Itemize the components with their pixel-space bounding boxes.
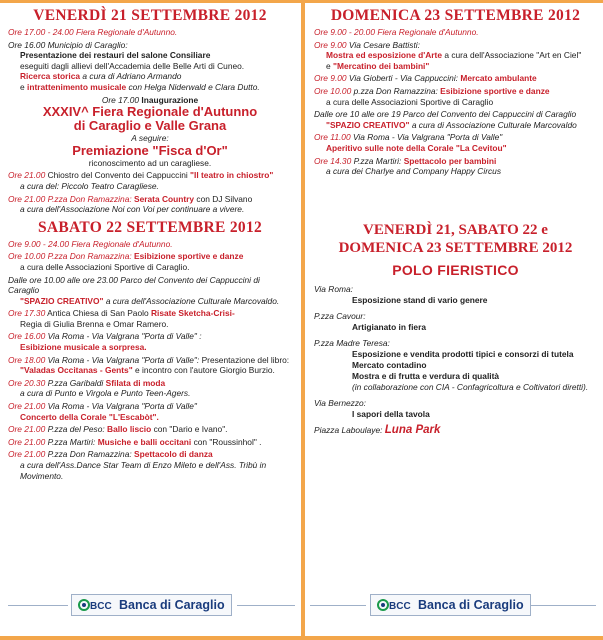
- bank-logo-left: [71, 594, 232, 616]
- domenica-title: DOMENICA 23 SETTEMBRE 2012: [330, 7, 581, 24]
- event-d5: Dalle ore 10 alle ore 19 Parco del Convento dei Cappuccini di Caraglio "SPAZIO CREATIVO" a cura di Associazione Culturale Marcovaldo: [314, 109, 577, 130]
- event-v3: Ore 17.00 Inaugurazione: [101, 94, 199, 105]
- event-s9: Ore 21.00 P.zza del Peso: Ballo liscio con "Dario e Ivano".: [8, 424, 228, 435]
- footer-rule-left: [8, 605, 68, 606]
- event-v4: Ore 21.00 Chiostro del Convento dei Cappuccini "Il teatro in chiostro" a cura del: Piccolo Teatro Caragliese.: [8, 170, 274, 191]
- event-s6: Ore 18.00 Via Roma - Via Valgrana "Porta di Valle": Presentazione del libro: "Valadas Occitanas - Gents" e incontro con l'autore Giorgio Burzio.: [8, 354, 290, 376]
- event-s5: Ore 16.00 Via Roma - Via Valgrana "Porta di Valle" : Esibizione musicale a sorpresa.: [8, 331, 202, 353]
- right-column: DOMENICA 23 SETTEMBRE 2012 Ore 9.00 - 20.00 Fiera Regionale d'Autunno. Ore 9.00 Via Cesare Battisti: Mostra ed esposizione d'Arte a cura dell'Associazione "Art en Ciel" e "Mercatino dei bambini" Ore 9.00 Via Gioberti - Via Cappuccini: Mercato ambulante Ore 10.00 p.zza Don Ramazzina: Esibizione sportive e danze a cura delle Associazioni Sportive di Caraglio Dalle ore 10 alle ore 19 Parco del Convento dei Cappuccini di Caraglio "SPAZIO CREATIVO" a cura di Associazione Culturale Marcovaldo Ore 11.00 Via Roma - Via Valgrana "Porta di Valle" Aperitivo sulle note della Corale "La Cevitou" Ore 14.30 P.zza Martiri: Spettacolo per bambini a cura dei Charlye and Company Happy Circus VENERDÌ 21, SABATO 22 e DOMENICA 23 SETTEMBRE 2012 POLO FIERISTICO Via Roma: Esposizione stand di vario genere P.zza Cavour: Artigianato in fiera P.zza Madre Teresa: Esposizione e vendita prodotti tipici e consorzi di tutela Mercato contadino Mostra e di frutta e verdura di qualità (in collaborazione con CIA - Confagricoltura e Coltivatori diretti). Via Bernezzo: I sapori della tavola Piazza Laboulaye: Luna Park: [306, 0, 603, 640]
- event-s7: Ore 20.30 P.zza Garibaldi Sfilata di moda a cura di Punto e Virgola e Punto Teen-Agers.: [8, 377, 191, 399]
- premiazione-title: Premiazione "Fisca d'Or": [72, 142, 228, 158]
- event-d2: Ore 9.00 Via Cesare Battisti: Mostra ed esposizione d'Arte a cura dell'Associazione "Art en Ciel" e "Mercatino dei bambini": [314, 39, 582, 71]
- polo-loc-via-roma: Via Roma:: [314, 283, 353, 294]
- polo-fieristico-title: POLO FIERISTICO: [392, 261, 519, 278]
- bank-name-2: Banca di Caraglio: [418, 598, 524, 612]
- svg-text:BCC: BCC: [90, 601, 112, 612]
- event-s1: Ore 9.00 - 24.00 Fiera Regionale d'Autunno.: [8, 238, 173, 249]
- polo-loc-bernezzo: Via Bernezzo:: [314, 397, 366, 408]
- event-v5: Ore 21.00 P.zza Don Ramazzina: Serata Country con DJ Silvano a cura dell'Associazione Noi con Voi per continuare a vivere.: [8, 193, 253, 215]
- column-divider: [301, 0, 305, 640]
- event-s2: Ore 10.00 P.zza Don Ramazzina: Esibizione sportive e danze a cura delle Associazioni Sportive di Caraglio.: [8, 251, 244, 272]
- svg-text:BCC: BCC: [389, 601, 411, 612]
- event-s10: Ore 21.00 P.zza Martiri: Musiche e balli occitani con "Roussinhol" .: [8, 436, 262, 447]
- footer-rule-right: [237, 605, 295, 606]
- event-d4: Ore 10.00 p.zza Don Ramazzina: Esibizione sportive e danze a cura delle Associazioni Sportive di Caraglio: [314, 85, 550, 107]
- polo-loc-laboulaye: Piazza Laboulaye: Luna Park: [314, 423, 441, 436]
- event-s8: Ore 21.00 Via Roma - Via Valgrana "Porta di Valle" Concerto della Corale "L'Escabòt".: [8, 401, 197, 422]
- polo-loc-madre-teresa: P.zza Madre Teresa:: [314, 337, 390, 348]
- bcc-logo-icon-2: [377, 598, 413, 612]
- event-s3: Dalle ore 10.00 alle ore 23.00 Parco del Convento dei Cappuccini di Caraglio "SPAZIO CREATIVO" a cura dell'Associazione Culturale Marcovaldo.: [8, 274, 280, 306]
- venerdi-title: VENERDÌ 21 SETTEMBRE 2012: [33, 7, 267, 24]
- bank-logo-right: [370, 594, 531, 616]
- bank-name: Banca di Caraglio: [119, 598, 225, 612]
- bcc-logo-icon: [78, 598, 114, 612]
- event-d1: Ore 9.00 - 20.00 Fiera Regionale d'Autunno.: [314, 27, 479, 37]
- left-column: VENERDÌ 21 SETTEMBRE 2012 Ore 17.00 - 24.00 Fiera Regionale d'Autunno. Ore 16.00 Municipio di Caraglio: Presentazione dei restauri del salone Consiliare eseguiti dagli allievi dell'Accademia delle Belle Arti di Cuneo. Ricerca storica a cura di Adriano Armando e intrattenimento musicale con Helga Niderwald e Clara Dutto. Ore 17.00 Inaugurazione XXXIV^ Fiera Regionale d'Autunno di Caraglio e Valle Grana A seguire: Premiazione "Fisca d'Or" riconoscimento ad un caragliese. Ore 21.00 Chiostro del Convento dei Cappuccini "Il teatro in chiostro" a cura del: Piccolo Teatro Caragliese. Ore 21.00 P.zza Don Ramazzina: Serata Country con DJ Silvano a cura dell'Associazione Noi con Voi per continuare a vivere. SABATO 22 SETTEMBRE 2012 Ore 9.00 - 24.00 Fiera Regionale d'Autunno. Ore 10.00 P.zza Don Ramazzina: Esibizione sportive e danze a cura delle Associazioni Sportive di Caraglio. Dalle ore 10.00 alle ore 23.00 Parco del Convento dei Cappuccini di Caraglio "SPAZIO CREATIVO" a cura dell'Associazione Culturale Marcovaldo. Ore 17.30 Antica Chiesa di San Paolo Risate Sketcha-Crisi- Regia di Giulia Brenna e Omar Ramero. Ore 16.00 Via Roma - Via Valgrana "Porta di Valle" : Esibizione musicale a sorpresa. Ore 18.00 Via Roma - Via Valgrana "Porta di Valle": Presentazione del libro: "Valadas Occitanas - Gents" e incontro con l'autore Giorgio Burzio. Ore 20.30 P.zza Garibaldi Sfilata di moda a cura di Punto e Virgola e Punto Teen-Agers. Ore 21.00 Via Roma - Via Valgrana "Porta di Valle" Concerto della Corale "L'Escabòt". Ore 21.00 P.zza del Peso: Ballo liscio con "Dario e Ivano". Ore 21.00 P.zza Martiri: Musiche e balli occitani con "Roussinhol" . Ore 21.00 P.zza Don Ramazzina: Spettacolo di danza a cura dell'Ass.Dance Star Team di Enzo Mileto e dell'Ass. Tribù in Movimento.: [0, 0, 300, 640]
- sabato-title: SABATO 22 SETTEMBRE 2012: [37, 218, 263, 236]
- multi-day-title-2: DOMENICA 23 SETTEMBRE 2012: [338, 239, 573, 256]
- footer-rule-left-2: [310, 605, 366, 606]
- event-v2: Ore 16.00 Municipio di Caraglio: Presentazione dei restauri del salone Consiliare eseguiti dagli allievi dell'Accademia delle Belle Arti di Cuneo. Ricerca storica a cura di Adriano Armando e intrattenimento musicale con Helga Niderwald e Clara Dutto.: [8, 39, 260, 92]
- event-s4: Ore 17.30 Antica Chiesa di San Paolo Risate Sketcha-Crisi- Regia di Giulia Brenna e Omar Ramero.: [8, 308, 235, 329]
- event-d6: Ore 11.00 Via Roma - Via Valgrana "Porta di Valle" Aperitivo sulle note della Corale "La Cevitou": [314, 132, 507, 153]
- fiera-title-1: XXXIV^ Fiera Regionale d'Autunno: [42, 104, 258, 120]
- event-s11: Ore 21.00 P.zza Don Ramazzina: Spettacolo di danza a cura dell'Ass.Dance Star Team di Enzo Mileto e dell'Ass. Tribù in Movimento.: [8, 449, 267, 481]
- multi-day-title-1: VENERDÌ 21, SABATO 22 e: [363, 221, 548, 238]
- event-d3: Ore 9.00 Via Gioberti - Via Cappuccini: Mercato ambulante: [314, 73, 537, 84]
- polo-loc-cavour: P.zza Cavour:: [314, 310, 366, 321]
- event-v1: Ore 17.00 - 24.00 Fiera Regionale d'Autunno.: [8, 27, 178, 37]
- footer-rule-right-2: [530, 605, 596, 606]
- fiera-title-2: di Caraglio e Valle Grana: [73, 118, 227, 134]
- event-d7: Ore 14.30 P.zza Martiri: Spettacolo per bambini a cura dei Charlye and Company Happy Circus: [314, 155, 502, 177]
